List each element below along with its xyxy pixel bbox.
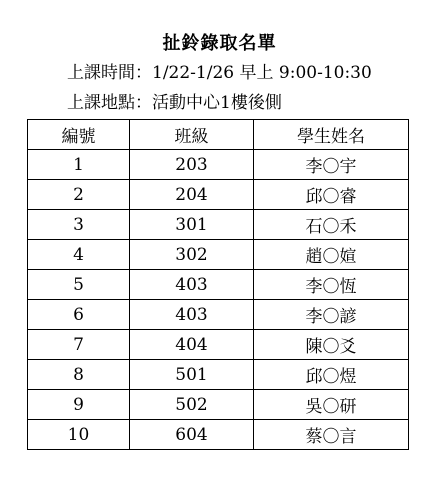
- header-class: 班級: [130, 120, 254, 150]
- cell-class: 604: [130, 420, 254, 450]
- table-row: [28, 150, 409, 180]
- cell-class: 404: [130, 330, 254, 360]
- table-row: [28, 210, 409, 240]
- table-row: [28, 390, 409, 420]
- cell-student-name: 蔡〇言: [254, 420, 409, 450]
- document-title: 扯鈴錄取名單: [162, 33, 277, 54]
- cell-number: 5: [28, 270, 130, 300]
- cell-class: 204: [130, 180, 254, 210]
- cell-class: 502: [130, 390, 254, 420]
- header-number: 編號: [28, 120, 130, 150]
- cell-student-name: 趙〇媗: [254, 240, 409, 270]
- table-row: [28, 360, 409, 390]
- table-row: [28, 300, 409, 330]
- cell-number: 10: [28, 420, 130, 450]
- cell-class: 403: [130, 300, 254, 330]
- cell-number: 3: [28, 210, 130, 240]
- cell-number: 9: [28, 390, 130, 420]
- header-student-name: 學生姓名: [254, 120, 409, 150]
- cell-number: 2: [28, 180, 130, 210]
- table-row: [28, 420, 409, 450]
- cell-student-name: 李〇諺: [254, 300, 409, 330]
- cell-student-name: 陳〇爻: [254, 330, 409, 360]
- table-row: [28, 240, 409, 270]
- cell-class: 301: [130, 210, 254, 240]
- cell-student-name: 吳〇研: [254, 390, 409, 420]
- cell-student-name: 石〇禾: [254, 210, 409, 240]
- cell-number: 4: [28, 240, 130, 270]
- admission-table: [27, 119, 409, 450]
- table-header-row: [28, 120, 409, 150]
- cell-student-name: 李〇宇: [254, 150, 409, 180]
- table-row: [28, 270, 409, 300]
- cell-class: 501: [130, 360, 254, 390]
- cell-student-name: 邱〇煜: [254, 360, 409, 390]
- cell-class: 403: [130, 270, 254, 300]
- cell-number: 1: [28, 150, 130, 180]
- table-row: [28, 330, 409, 360]
- cell-number: 8: [28, 360, 130, 390]
- cell-number: 7: [28, 330, 130, 360]
- cell-student-name: 李〇恆: [254, 270, 409, 300]
- cell-student-name: 邱〇睿: [254, 180, 409, 210]
- class-time-line: 上課時間：1/22-1/26 早上 9:00-10:30: [67, 63, 372, 83]
- cell-number: 6: [28, 300, 130, 330]
- cell-class: 302: [130, 240, 254, 270]
- cell-class: 203: [130, 150, 254, 180]
- table-row: [28, 180, 409, 210]
- class-location-line: 上課地點：活動中心1樓後側: [67, 93, 282, 113]
